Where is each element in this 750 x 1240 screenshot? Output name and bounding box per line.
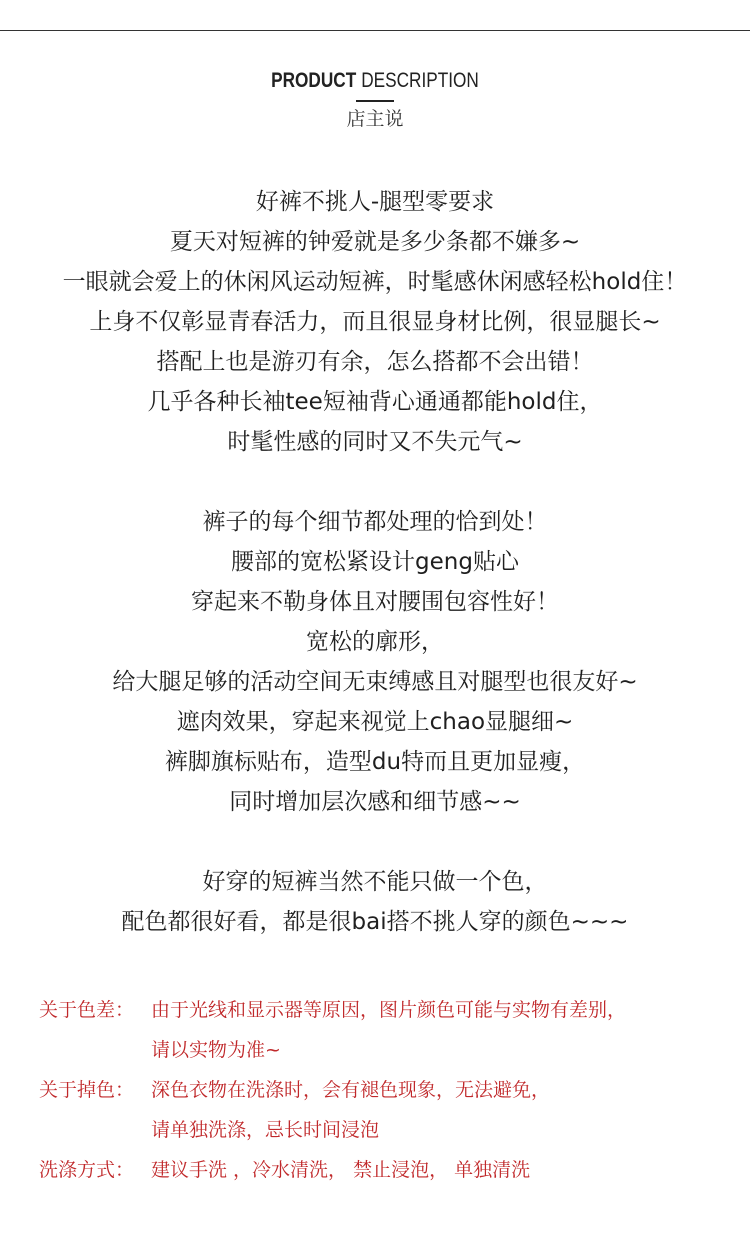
description-line: 给大腿足够的活动空间无束缚感且对腿型也很友好~: [112, 669, 638, 695]
care-notes: [39, 990, 739, 1190]
section-subtitle: 店主说: [346, 108, 404, 130]
section-title-light: DESCRIPTION: [361, 69, 479, 92]
note-content: [151, 1070, 739, 1150]
description-line: 宽松的廓形，: [306, 629, 444, 655]
description-line: 上身不仅彰显青春活力，而且很显身材比例，很显腿长~: [89, 309, 661, 335]
description-line: 好穿的短裤当然不能只做一个色，: [202, 869, 548, 895]
note-line: 由于光线和显示器等原因，图片颜色可能与实物有差别，: [151, 999, 627, 1021]
description-line: 腰部的宽松紧设计geng贴心: [231, 549, 519, 575]
top-divider: [0, 30, 750, 31]
description-line: 搭配上也是游刃有余，怎么搭都不会出错！: [156, 349, 594, 375]
section-title: [68, 66, 683, 96]
description-line: 裤子的每个细节都处理的恰到处！: [202, 509, 548, 535]
note-content: [151, 1150, 739, 1190]
description-line: 一眼就会爱上的休闲风运动短裤，时髦感休闲感轻松hold住！: [62, 269, 688, 295]
note-label: 洗涤方式：: [39, 1159, 135, 1181]
note-line: 深色衣物在洗涤时，会有褪色现象，无法避免，: [151, 1079, 551, 1101]
paragraph-spacer: [0, 462, 750, 502]
description-line: 几乎各种长袖tee短袖背心通通都能hold住，: [147, 389, 603, 415]
description-line: 夏天对短裤的钟爱就是多少条都不嫌多~: [169, 229, 581, 255]
note-label: 关于色差：: [39, 999, 135, 1021]
note-label: 关于掉色：: [39, 1079, 135, 1101]
note-washing: [39, 1150, 739, 1190]
description-line: 遮肉效果，穿起来视觉上chao显腿细~: [176, 709, 574, 735]
section-header: [0, 66, 750, 132]
note-fading: [39, 1070, 739, 1150]
description-line: 好裤不挑人-腿型零要求: [255, 189, 495, 215]
description-body: [0, 182, 750, 942]
paragraph-spacer: [0, 822, 750, 862]
description-line: 裤脚旗标贴布，造型du特而且更加显瘦，: [164, 749, 586, 775]
section-title-strong: PRODUCT: [271, 69, 357, 92]
note-line: 请单独洗涤，忌长时间浸泡: [151, 1119, 380, 1141]
description-line: 同时增加层次感和细节感~~: [229, 789, 521, 815]
note-color-difference: [39, 990, 739, 1070]
description-line: 时髦性感的同时又不失元气~: [227, 429, 523, 455]
note-line: 请以实物为准~: [151, 1039, 281, 1061]
note-line: 建议手洗 ，冷水清洗， 禁止浸泡， 单独清洗: [151, 1159, 531, 1181]
description-line: 穿起来不勒身体且对腰围包容性好！: [191, 589, 559, 615]
description-line: 配色都很好看，都是很bai搭不挑人穿的颜色~~~: [121, 909, 629, 935]
title-underline: [356, 100, 394, 102]
note-content: [151, 990, 739, 1070]
